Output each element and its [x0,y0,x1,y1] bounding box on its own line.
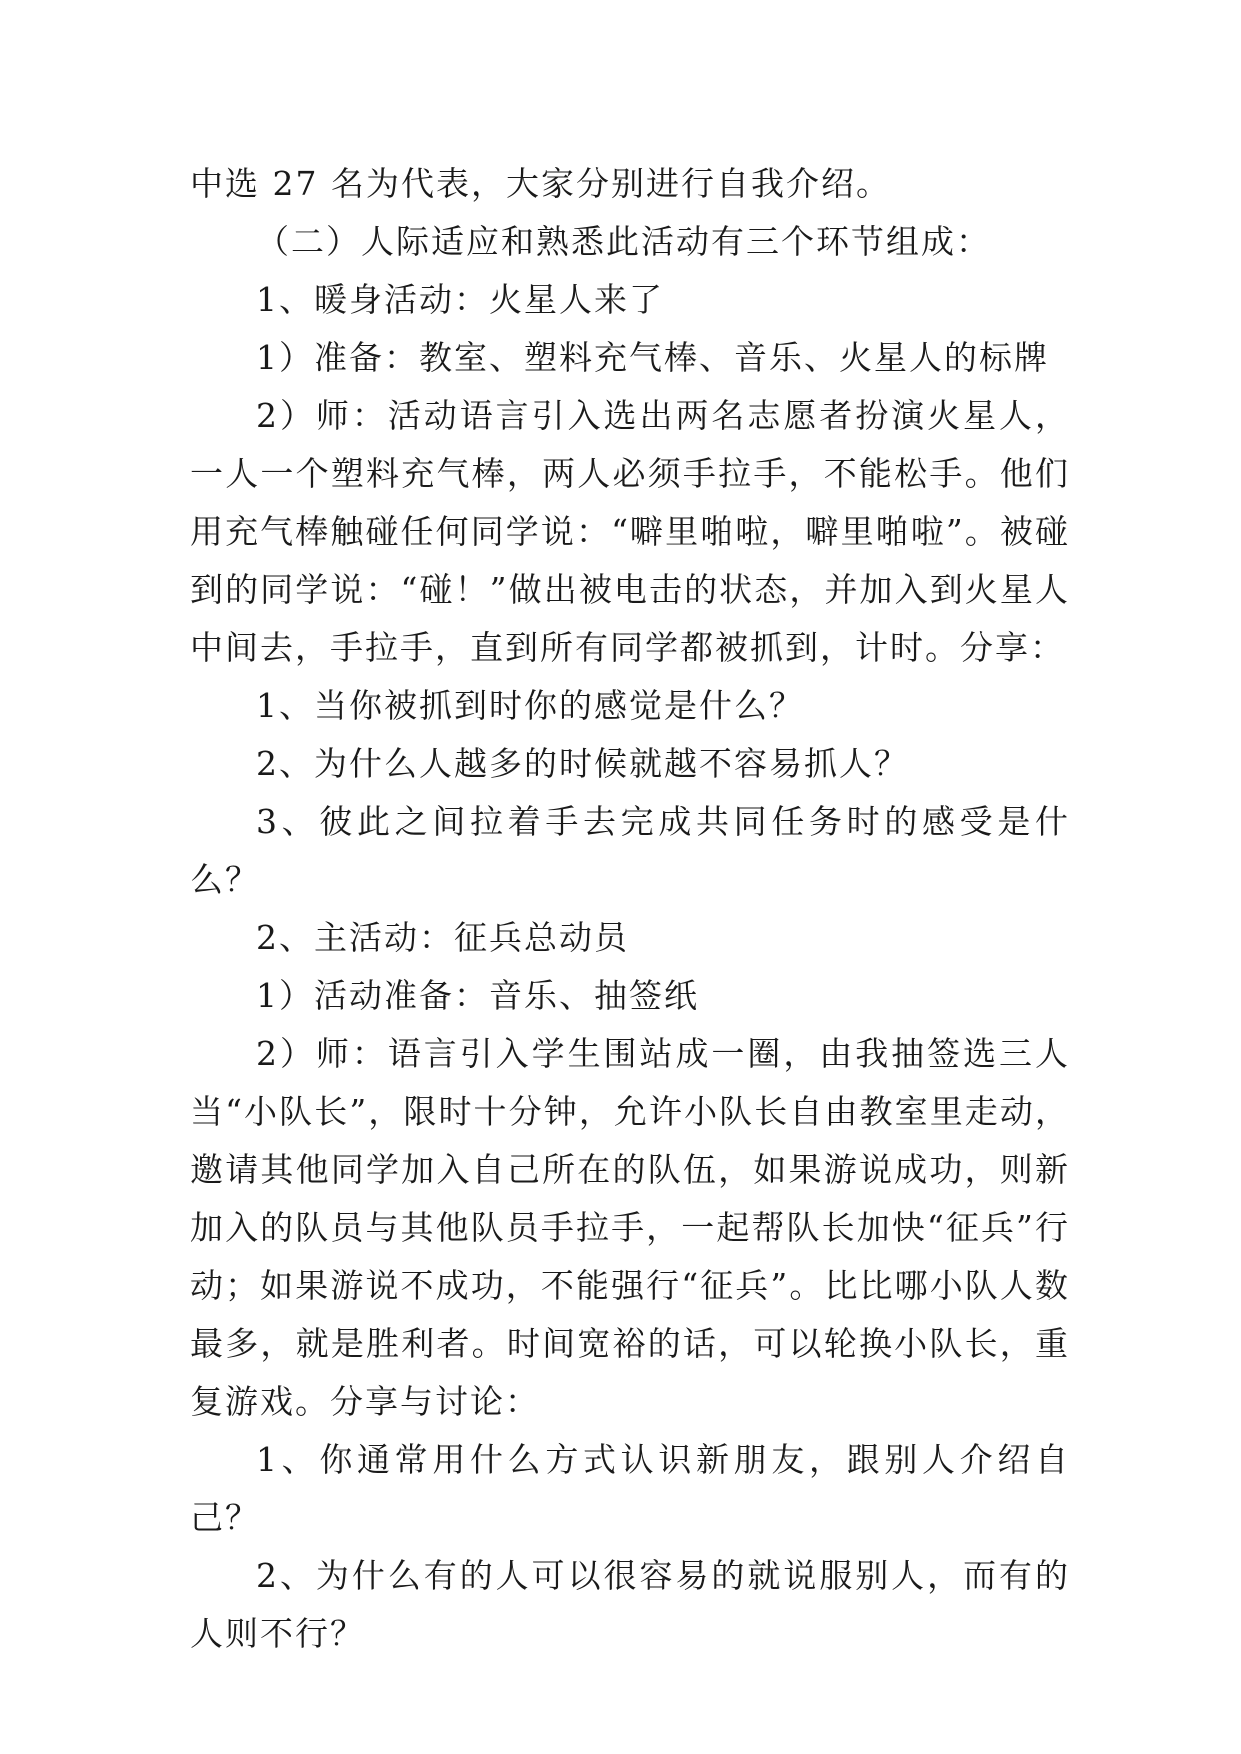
paragraph: 2）师：活动语言引入选出两名志愿者扮演火星人，一人一个塑料充气棒，两人必须手拉手，不能松手。他们用充气棒触碰任何同学说：“噼里啪啦，噼里啪啦”。被碰到的同学说：“碰！”做出被电击的状态，并加入到火星人中间去，手拉手，直到所有同学都被抓到，计时。分享： [190,396,1070,667]
paragraph: 中选 27 名为代表，大家分别进行自我介绍。 [190,164,891,203]
question-item: 1、你通常用什么方式认识新朋友，跟别人介绍自己？ [190,1440,1070,1537]
subsection-heading: 2、主活动：征兵总动员 [256,918,629,957]
question-item: 3、彼此之间拉着手去完成共同任务时的感受是什么？ [190,802,1070,899]
question-item: 1、当你被抓到时你的感觉是什么？ [256,686,804,725]
question-item: 2、为什么有的人可以很容易的就说服别人，而有的人则不行？ [190,1556,1070,1653]
paragraph: 1）活动准备：音乐、抽签纸 [256,976,699,1015]
paragraph: 1）准备：教室、塑料充气棒、音乐、火星人的标牌 [256,338,1049,377]
document-body [190,155,1070,1663]
question-item: 2、为什么人越多的时候就越不容易抓人？ [256,744,909,783]
paragraph: 2）师：语言引入学生围站成一圈，由我抽签选三人当“小队长”，限时十分钟，允许小队长自由教室里走动，邀请其他同学加入自己所在的队伍，如果游说成功，则新加入的队员与其他队员手拉手，一起帮队长加快“征兵”行动；如果游说不成功，不能强行“征兵”。比比哪小队人数最多，就是胜利者。时间宽裕的话，可以轮换小队长，重复游戏。分享与讨论： [190,1034,1070,1421]
section-heading: （二）人际适应和熟悉此活动有三个环节组成： [256,222,991,261]
subsection-heading: 1、暖身活动：火星人来了 [256,280,664,319]
